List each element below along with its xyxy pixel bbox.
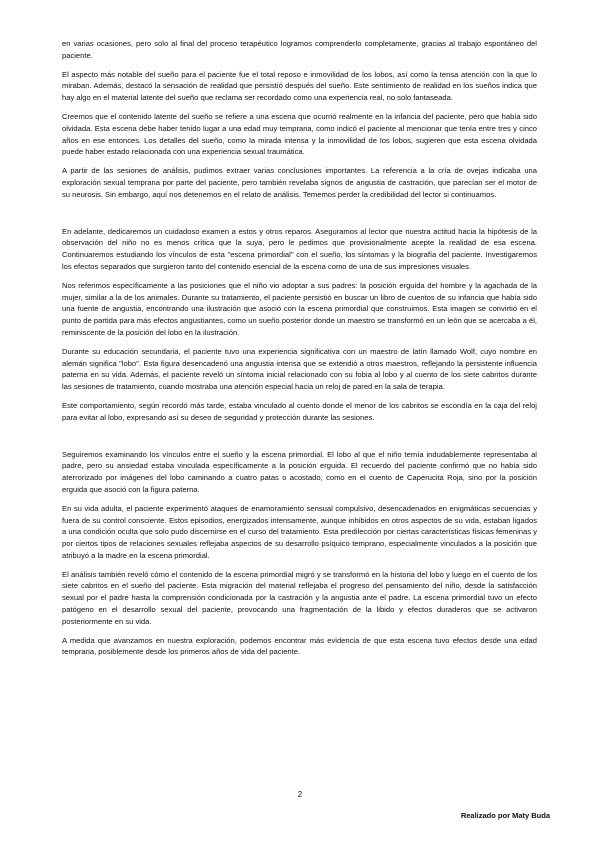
paragraph: En adelante, dedicaremos un cuidadoso examen a estos y otros reparos. Aseguramos al lector que nuestra actitud hacia la hipótesis de la observación del niño no es menos crítica que la suya, pero le pedimos que provisionalmente acepte la realidad de esa escena. Continuaremos estudiando los vínculos de esta "escena primordial" con el sueño, los síntomas y la biografía del paciente. Investigaremos los efectos separados que surgieron tanto del contenido esencial de la escena como de una de sus impresiones visuales. [62, 226, 537, 271]
section-gap [62, 431, 537, 449]
paragraph: en varias ocasiones, pero solo al final del proceso terapéutico logramos comprenderlo completamente, gracias al trabajo espontáneo del paciente. [62, 39, 537, 60]
paragraph: A partir de las sesiones de análisis, pudimos extraer varias conclusiones importantes. La referencia a la cría de ovejas indicaba una exploración sexual temprana por parte del paciente, pero también revelaba signos de angustia de castración, que parecían ser el motor de su neurosis. Sin embargo, aquí nos detenemos en el relato de análisis. Tememos perder la credibilidad del lector si continuamos. [62, 166, 537, 199]
paragraph: El análisis también reveló cómo el contenido de la escena primordial migró y se transformó en la historia del lobo y luego en el cuento de los siete cabritos en el sueño del paciente. Esta migración del material reflejaba el progreso del pensamiento del niño, desde la satisfacción sexual por el padre hasta la comprensión condicionada por la castración y la angustia ante el padre. La escena primordial tuvo un efecto patógeno en el desarrollo sexual del paciente, provocando una fragmentación de la libido y efectos duraderos que se activaron posteriormente en su vida. [62, 569, 537, 626]
paragraph: En su vida adulta, el paciente experimentó ataques de enamoramiento sensual compulsivo, desencadenados en enigmáticas secuencias y fuera de su control consciente. Estos episodios, energizados intensamente, aunque inhibidos en otros aspectos de su vida, estaban ligados a una condición oculta que solo pudo discernirse en el curso del tratamiento. Esta predilección por ciertas características físicas femeninas y por ciertos tipos de relaciones sexuales reflejaba aspectos de su desarrollo psíquico temprano, especialmente vinculados a la posición que atribuyó a la madre en la escena primordial. [62, 503, 537, 560]
author-credit: Realizado por Maty Buda [460, 811, 550, 820]
paragraph: El aspecto más notable del sueño para el paciente fue el total reposo e inmovilidad de los lobos, así como la tensa atención con la que lo miraban. Además, destacó la sensación de realidad que persistió después del sueño. Este sentimiento de realidad en los sueños indica que hay algo en el material latente del sueño que reclama ser recordado como una experiencia real, no solo fantaseada. [62, 69, 537, 103]
paragraph: Creemos que el contenido latente del sueño se refiere a una escena que ocurrió realmente en la infancia del paciente, pero que había sido olvidada. Esta escena debe haber tenido lugar a una edad muy temprana, como indicó el paciente al mencionar que tenía entre tres y cinco años en ese entonces. Los detalles del sueño, como la mirada intensa y la inmovilidad de los lobos, sugieren que esta escena olvidada puede haber estado relacionada con una experiencia sexual traumática. [62, 111, 537, 157]
paragraph: Nos referimos específicamente a las posiciones que el niño vio adoptar a sus padres: la posición erguida del hombre y la agachada de la mujer, similar a la de los animales. Durante su tratamiento, el paciente persistió en buscar un libro de cuentos de su infancia que había sido una fuente de angustia, encontrando una ilustración que asoció con la escena primordial que construimos. Esta imagen se convirtió en el punto de partida para más efectos angustiantes, como un sueño posterior donde un maestro se transformó en un león que se acercaba a él, reminiscente de la posición del lobo en la ilustración. [62, 280, 537, 337]
paragraph: Seguiremos examinando los vínculos entre el sueño y la escena primordial. El lobo al que el niño temía indudablemente representaba al padre, pero su ansiedad estaba vinculada específicamente a la posición erguida. El recuerdo del paciente confirmó que no había sido aterrorizado por imágenes del lobo caminando a cuatro patas o acostado, como en el cuento de Caperucita Roja, sino por la posición erguida que asoció con la figura paterna. [62, 449, 537, 494]
page-number: 2 [297, 790, 303, 799]
section-gap [62, 208, 537, 226]
paragraph: A medida que avanzamos en nuestra exploración, podemos encontrar más evidencia de que esta escena tuvo efectos desde una edad temprana, posiblemente desde los primeros años de vida del paciente. [62, 635, 537, 657]
document-body [62, 38, 537, 665]
paragraph: Este comportamiento, según recordó más tarde, estaba vinculado al cuento donde el menor de los cabritos se escondía en la caja del reloj para evitar al lobo, expresando así su deseo de seguridad y protección durante las sesiones. [62, 400, 537, 422]
paragraph: Durante su educación secundaria, el paciente tuvo una experiencia significativa con un maestro de latín llamado Wolf, cuyo nombre en alemán significa "lobo". Esta figura desencadenó una angustia intensa que se extendió a otros maestros, reflejando la persistente influencia paterna en su vida. Además, el paciente reveló un síntoma inicial relacionado con su fobia al lobo y al cuento de los siete cabritos durante las sesiones de tratamiento, cuando mostraba una atención especial hacia un reloj de pared en la sala de terapia. [62, 346, 537, 392]
